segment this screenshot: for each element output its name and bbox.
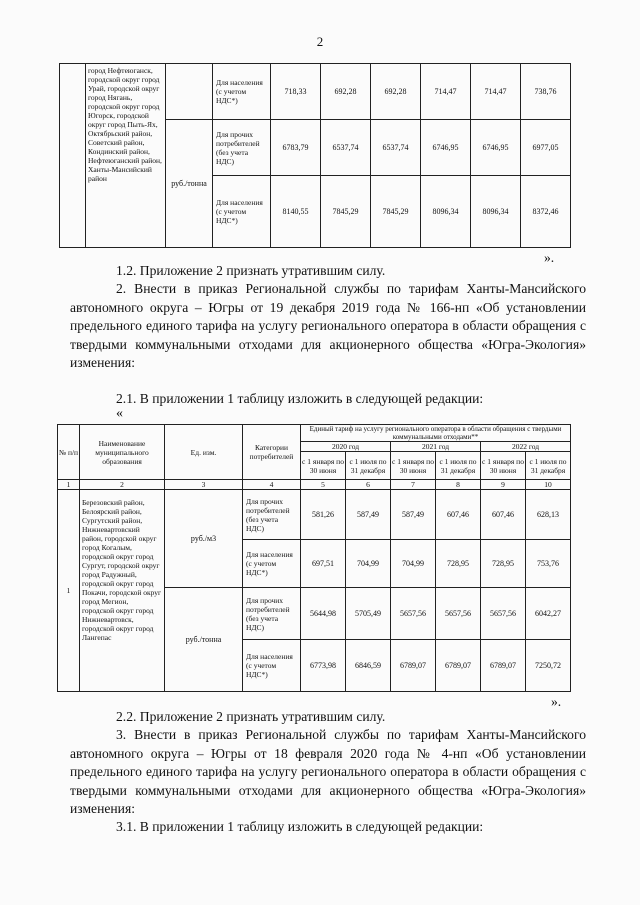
value-cell: 692,28 bbox=[371, 64, 421, 120]
header-period: с 1 января по 30 июня bbox=[481, 452, 526, 480]
unit-cell-top bbox=[166, 64, 213, 120]
column-number: 9 bbox=[481, 480, 526, 490]
tariff-table bbox=[57, 424, 571, 692]
unit-cell: руб./тонна bbox=[165, 588, 243, 692]
open-quote: « bbox=[116, 406, 123, 421]
value-cell: 6789,07 bbox=[481, 640, 526, 692]
column-number: 2 bbox=[80, 480, 165, 490]
value-cell: 6789,07 bbox=[391, 640, 436, 692]
paragraph-3: 3. Внести в приказ Региональной службы по тарифам Ханты-Мансийского автономного округа – Югры от 18 февраля 2020 года № 4-нп «Об установлении предельного единого тарифа на услугу регионального оператора в области обращения с твердыми коммунальными отходами для акционерного общества «Югра-Экология» изменения: bbox=[70, 727, 586, 816]
value-cell: 6746,95 bbox=[471, 120, 521, 176]
row-number: 1 bbox=[58, 490, 80, 692]
value-cell: 6042,27 bbox=[526, 588, 571, 640]
paragraph-1-2: 1.2. Приложение 2 признать утратившим силу. bbox=[116, 263, 386, 278]
municipality-cell: Березовский район, Белоярский район, Сургутский район, Нижневартовский район, городской округ город Когалым, городской округ город Сургут, городской округ город Радужный, городской округ город Покачи, городской округ город Мегион, городской округ город Нижневартовск, городской округ город Лангепас bbox=[80, 490, 165, 692]
paragraph-2-2: 2.2. Приложение 2 признать утратившим силу. bbox=[116, 709, 386, 724]
column-number: 8 bbox=[436, 480, 481, 490]
value-cell: 8096,34 bbox=[471, 176, 521, 248]
column-number: 10 bbox=[526, 480, 571, 490]
value-cell: 6537,74 bbox=[371, 120, 421, 176]
value-cell: 728,95 bbox=[481, 540, 526, 588]
value-cell: 704,99 bbox=[346, 540, 391, 588]
category-cell: Для прочих потребителей (без учета НДС) bbox=[243, 490, 301, 540]
municipality-cell: город Нефтеюганск, городской округ город Урай, городской округ город Нягань, городской округ город Югорск, городской округ город Пыть-Ях, Октябрьский район, Советский район, Кондинский район, Нефтеюганский район, Ханты-Мансийский район bbox=[86, 64, 166, 248]
column-number: 1 bbox=[58, 480, 80, 490]
page-number: 2 bbox=[316, 34, 324, 49]
value-cell: 6783,79 bbox=[271, 120, 321, 176]
header-period: с 1 июля по 31 декабря bbox=[436, 452, 481, 480]
value-cell: 587,49 bbox=[391, 490, 436, 540]
column-number: 4 bbox=[243, 480, 301, 490]
value-cell: 5644,98 bbox=[301, 588, 346, 640]
value-cell: 6789,07 bbox=[436, 640, 481, 692]
header-number: № п/п bbox=[58, 425, 80, 480]
value-cell: 587,49 bbox=[346, 490, 391, 540]
value-cell: 753,76 bbox=[526, 540, 571, 588]
value-cell: 6846,59 bbox=[346, 640, 391, 692]
value-cell: 628,13 bbox=[526, 490, 571, 540]
paragraph-2: 2. Внести в приказ Региональной службы по тарифам Ханты-Мансийского автономного округа – Югры от 19 декабря 2019 года № 166-нп «Об установлении предельного единого тарифа на услугу регионального оператора в области обращения с твердыми коммунальными отходами для акционерного общества «Югра-Экология» изменения: bbox=[70, 281, 586, 370]
category-cell: Для прочих потребителей (без учета НДС) bbox=[213, 120, 271, 176]
paragraph-2-1: 2.1. В приложении 1 таблицу изложить в следующей редакции: bbox=[116, 391, 484, 406]
value-cell: 581,26 bbox=[301, 490, 346, 540]
value-cell: 738,76 bbox=[521, 64, 571, 120]
header-period: с 1 июля по 31 декабря bbox=[526, 452, 571, 480]
column-number: 6 bbox=[346, 480, 391, 490]
value-cell: 5657,56 bbox=[481, 588, 526, 640]
value-cell: 5705,49 bbox=[346, 588, 391, 640]
header-period: с 1 января по 30 июня bbox=[301, 452, 346, 480]
value-cell: 7250,72 bbox=[526, 640, 571, 692]
value-cell: 692,28 bbox=[321, 64, 371, 120]
value-cell: 7845,29 bbox=[321, 176, 371, 248]
value-cell: 6773,98 bbox=[301, 640, 346, 692]
value-cell: 697,51 bbox=[301, 540, 346, 588]
category-cell: Для населения (с учетом НДС*) bbox=[243, 540, 301, 588]
value-cell: 6537,74 bbox=[321, 120, 371, 176]
value-cell: 714,47 bbox=[471, 64, 521, 120]
value-cell: 6746,95 bbox=[421, 120, 471, 176]
header-period: с 1 июля по 31 декабря bbox=[346, 452, 391, 480]
value-cell: 607,46 bbox=[481, 490, 526, 540]
header-period: с 1 января по 30 июня bbox=[391, 452, 436, 480]
value-cell: 728,95 bbox=[436, 540, 481, 588]
close-quote: ». bbox=[544, 250, 555, 265]
tariff-table-continuation bbox=[59, 63, 571, 248]
value-cell: 7845,29 bbox=[371, 176, 421, 248]
category-cell: Для прочих потребителей (без учета НДС) bbox=[243, 588, 301, 640]
column-number: 5 bbox=[301, 480, 346, 490]
unit-cell: руб./м3 bbox=[165, 490, 243, 588]
value-cell: 6977,05 bbox=[521, 120, 571, 176]
header-year: 2021 год bbox=[391, 442, 481, 452]
category-cell: Для населения (с учетом НДС*) bbox=[243, 640, 301, 692]
value-cell: 607,46 bbox=[436, 490, 481, 540]
header-unit: Ед. изм. bbox=[165, 425, 243, 480]
unit-cell: руб./тонна bbox=[166, 120, 213, 248]
paragraph-3-1: 3.1. В приложении 1 таблицу изложить в следующей редакции: bbox=[116, 819, 484, 834]
row-number-cell bbox=[60, 64, 86, 248]
category-cell: Для населения (с учетом НДС*) bbox=[213, 176, 271, 248]
header-municipality: Наименование муниципального образования bbox=[80, 425, 165, 480]
value-cell: 8140,55 bbox=[271, 176, 321, 248]
category-cell: Для населения (с учетом НДС*) bbox=[213, 64, 271, 120]
column-number: 7 bbox=[391, 480, 436, 490]
value-cell: 704,99 bbox=[391, 540, 436, 588]
header-year: 2022 год bbox=[481, 442, 571, 452]
close-quote: ». bbox=[551, 694, 562, 709]
value-cell: 8096,34 bbox=[421, 176, 471, 248]
header-year: 2020 год bbox=[301, 442, 391, 452]
header-tariff: Единый тариф на услугу регионального оператора в области обращения с твердыми коммунальными отходами** bbox=[301, 425, 571, 442]
header-category: Категории потребителей bbox=[243, 425, 301, 480]
value-cell: 5657,56 bbox=[436, 588, 481, 640]
value-cell: 5657,56 bbox=[391, 588, 436, 640]
value-cell: 714,47 bbox=[421, 64, 471, 120]
value-cell: 8372,46 bbox=[521, 176, 571, 248]
value-cell: 718,33 bbox=[271, 64, 321, 120]
column-number: 3 bbox=[165, 480, 243, 490]
